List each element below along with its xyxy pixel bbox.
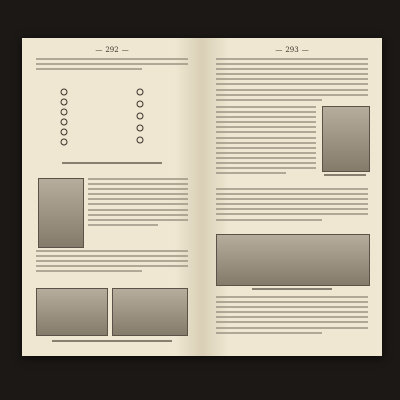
right-page: [202, 38, 382, 356]
left-intro-text: [36, 58, 188, 73]
plate-gunner-seated: [322, 106, 370, 172]
right-mid-caption: [252, 288, 332, 290]
plate-prone-team: [36, 288, 108, 336]
left-page-number: — 292 —: [22, 46, 202, 54]
left-body-text-b: [36, 250, 188, 275]
plate-kneeling-team: [112, 288, 188, 336]
left-body-text-a: [88, 178, 188, 229]
plate-standing-soldier: [38, 178, 84, 248]
right-body-text-c: [216, 188, 368, 224]
right-top-caption: [324, 174, 366, 176]
right-body-text-a: [216, 58, 368, 104]
right-body-text-b: [216, 106, 316, 177]
right-body-text-d: [216, 296, 368, 337]
left-bottom-caption: [52, 340, 172, 342]
formation-diagrams: [44, 84, 180, 156]
plate-prone-gun-position: [216, 234, 370, 286]
right-page-number: — 293 —: [202, 46, 382, 54]
diagram-caption: [62, 162, 162, 164]
open-book: [22, 38, 382, 356]
left-page: [22, 38, 202, 356]
